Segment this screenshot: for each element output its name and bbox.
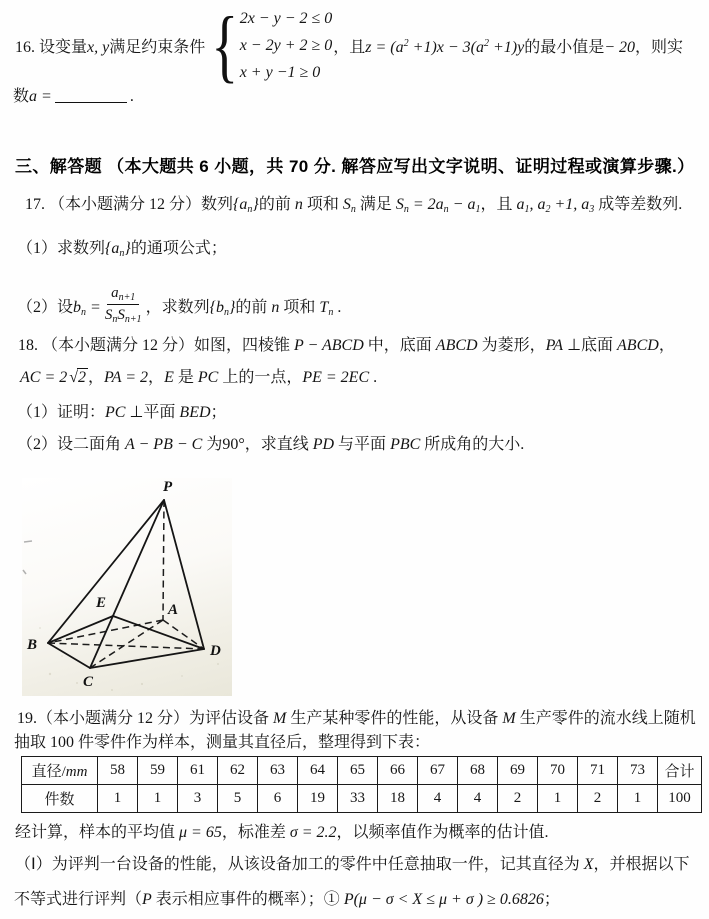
problem-19-line5 — [14, 889, 560, 911]
problem-17-line1 — [25, 194, 682, 216]
constraint-2: x − 2y + 2 ≥ 0 — [239, 36, 333, 54]
text-segment: $\{b_n\}$ — [209, 298, 236, 318]
fraction-denominator: $S_nS_{n+1}$ — [104, 306, 142, 325]
table-cell: 1 — [618, 785, 658, 813]
table-cell: 58 — [98, 757, 138, 785]
table-cell: 33 — [338, 785, 378, 813]
table-cell: 68 — [458, 757, 498, 785]
text-segment: ； — [543, 891, 560, 908]
text-segment: 所成角的大小. — [420, 436, 525, 453]
text-segment: $z = (a^2 +1)x - 3(a^2 +1)y$ — [365, 37, 525, 56]
text-segment: AC = 2 — [20, 369, 68, 386]
diameter-label-text: 直径/ — [31, 764, 66, 780]
text-segment: $S_n$ — [342, 196, 356, 215]
text-segment: 是 — [173, 369, 198, 386]
text-segment: x, y — [87, 38, 110, 56]
problem-19-line3 — [15, 822, 549, 844]
text-segment: BED — [179, 404, 211, 421]
table-cell: 100 — [658, 785, 702, 813]
text-segment: PE = 2EC — [302, 369, 370, 386]
text-segment: PA = 2 — [104, 369, 149, 386]
text-segment: PC — [105, 404, 126, 421]
problem-16-line1 — [15, 0, 684, 91]
text-segment: 18. （本小题满分 12 分）如图，四棱锥 — [18, 337, 295, 354]
text-segment: 满足 — [355, 196, 396, 213]
text-segment: n — [294, 196, 303, 213]
table-cell: 64 — [298, 757, 338, 785]
label-B: B — [27, 637, 38, 653]
part2-prefix — [17, 294, 101, 317]
hidden-edges — [48, 500, 204, 668]
text-segment: ，且 — [480, 196, 517, 213]
scan-speckles — [39, 627, 219, 691]
constraint-equations — [240, 5, 333, 86]
problem-16-prefix — [15, 34, 205, 57]
table-cell: 67 — [418, 757, 458, 785]
edge-CD — [90, 649, 204, 668]
table-row-counts — [22, 785, 702, 813]
text-segment: $b_n$ = — [73, 298, 101, 318]
table-cell: 62 — [218, 757, 258, 785]
text-segment: ABCD — [435, 337, 478, 354]
text-segment: 满足约束条件 — [109, 38, 206, 56]
text-segment: $a_1$, $a_2 +1$, $a_3$ — [516, 196, 595, 215]
label-D: D — [210, 643, 221, 659]
text-segment: √ — [69, 369, 79, 386]
text-segment: 2 — [78, 369, 87, 386]
text-segment: ⊥平面 — [125, 404, 180, 421]
text-segment: （2）设二面角 — [17, 436, 126, 453]
text-segment: （Ⅰ）为评判一台设备的性能，从该设备加工的零件中任意抽取一件，记其直径为 — [15, 856, 584, 873]
table-cell: 59 — [138, 757, 178, 785]
text-segment: （2）设 — [17, 298, 74, 316]
problem-19-line2 — [14, 732, 430, 753]
text-segment: ，并根据以下 — [593, 856, 690, 873]
text-segment: 为菱形， — [477, 337, 546, 354]
text-segment: 的通项公式； — [130, 240, 227, 257]
text-segment: PC — [197, 369, 219, 386]
text-segment: PA — [545, 337, 564, 354]
text-segment: σ = 2.2 — [289, 824, 337, 841]
edge-PD — [164, 500, 204, 649]
table-cell: 合计 — [658, 757, 702, 785]
label-E: E — [96, 595, 107, 611]
pyramid-svg — [22, 478, 232, 696]
constraint-1: 2x − y − 2 ≤ 0 — [239, 9, 333, 27]
table-cell: 63 — [258, 757, 298, 785]
vertex-labels — [26, 479, 221, 690]
table-cell: 4 — [418, 785, 458, 813]
problem-17-part2 — [17, 281, 341, 329]
table-cell: 2 — [578, 785, 618, 813]
section-header: 三、解答题 （本大题共 6 小题，共 70 分. 解答应写出文字说明、证明过程或演算步骤.） — [15, 157, 695, 176]
table-cell: 1 — [538, 785, 578, 813]
label-P: P — [163, 479, 173, 495]
part2-suffix — [146, 294, 342, 317]
text-segment: $\{a_n\}$ — [105, 240, 131, 259]
table-cell: 73 — [618, 757, 658, 785]
text-segment: PBC — [390, 436, 421, 453]
problem-19-line4 — [15, 854, 690, 876]
text-segment: 上的一点， — [218, 369, 303, 386]
problem-18-line1 — [18, 335, 675, 357]
problem-18-part2 — [17, 434, 524, 456]
text-segment: ， — [658, 337, 675, 354]
table-cell: 66 — [378, 757, 418, 785]
table-cell: 70 — [538, 757, 578, 785]
constraint-system — [206, 0, 333, 91]
text-segment: ⊥底面 — [563, 337, 618, 354]
fraction-numerator: $a_{n+1}$ — [107, 284, 139, 305]
table-cell: 1 — [138, 785, 178, 813]
visible-edges — [48, 500, 204, 668]
table-cell: 3 — [178, 785, 218, 813]
text-segment: 17. （本小题满分 12 分）数列 — [25, 196, 234, 213]
text-segment: ，求数列 — [145, 298, 210, 316]
problem-19-line1 — [17, 708, 696, 729]
text-segment: （1）求数列 — [17, 240, 106, 257]
edge-BD — [48, 643, 204, 649]
answer-blank — [55, 88, 127, 103]
text-segment: $\{a_n\}$ — [233, 196, 259, 215]
text-segment: 抽取 100 件零件作为样本，测量其直径后，整理得到下表： — [14, 734, 431, 751]
text-segment: ，以频率值作为概率的估计值. — [336, 824, 549, 841]
scan-artifacts — [23, 541, 32, 574]
edge-PB — [48, 500, 164, 643]
text-segment: $S_n = 2a_n - a_1$ — [395, 196, 481, 215]
text-segment: 经计算，样本的平均值 — [15, 824, 180, 841]
text-segment: ； — [210, 404, 227, 421]
text-segment: ，则实 — [635, 38, 684, 56]
table-cell: 1 — [98, 785, 138, 813]
table-cell-count-label: 件数 — [22, 785, 98, 813]
text-segment: 不等式进行评判（ — [14, 891, 143, 908]
text-segment: E — [164, 369, 174, 386]
text-segment: （1）证明： — [17, 404, 106, 421]
text-segment: P − ABCD — [294, 337, 364, 354]
text-segment: 中，底面 — [363, 337, 436, 354]
text-segment: 数 — [13, 88, 30, 105]
text-segment: 表示相应事件的概率）；① — [151, 891, 344, 908]
table-cell: 71 — [578, 757, 618, 785]
text-segment: 生产某种零件的性能，从设备 — [286, 710, 503, 727]
text-segment: a = — [29, 88, 52, 105]
edge-PA — [163, 500, 164, 620]
period: . — [129, 88, 134, 105]
table-row-diameters — [22, 757, 702, 785]
problem-18-part1 — [17, 402, 227, 424]
table-cell: 18 — [378, 785, 418, 813]
parts-table — [21, 756, 702, 813]
text-segment: 19.（本小题满分 12 分）为评估设备 — [17, 710, 274, 727]
text-segment: 与平面 — [334, 436, 391, 453]
fraction — [105, 284, 142, 325]
text-segment: M — [502, 710, 516, 727]
text-segment: P(μ − σ < X ≤ μ + σ ) ≥ 0.6826 — [343, 891, 544, 908]
text-segment: X — [583, 856, 594, 873]
text-segment: A − PB − C — [125, 436, 203, 453]
text-segment: ， — [148, 369, 165, 386]
problem-18-line2 — [20, 367, 377, 389]
text-segment: ， — [88, 369, 105, 386]
text-segment: 的前 — [258, 196, 295, 213]
problem-16-suffix — [333, 34, 683, 57]
text-segment: ，且 — [333, 38, 366, 56]
text-segment: . — [333, 298, 342, 316]
diameter-unit: mm — [65, 764, 88, 780]
constraint-3: x + y −1 ≥ 0 — [239, 63, 321, 81]
text-segment: 为90°，求直线 — [202, 436, 313, 453]
table-cell: 19 — [298, 785, 338, 813]
table-cell: 2 — [498, 785, 538, 813]
text-segment: PD — [312, 436, 335, 453]
table-cell: 5 — [218, 785, 258, 813]
answer-prefix — [13, 88, 52, 105]
text-segment: 项和 — [279, 298, 320, 316]
text-segment: 项和 — [302, 196, 343, 213]
text-segment: − 20 — [604, 38, 636, 56]
text-segment: 成等差数列. — [594, 196, 683, 213]
label-A: A — [168, 602, 179, 618]
table-cell: 61 — [178, 757, 218, 785]
table-cell: 65 — [338, 757, 378, 785]
table-cell: 4 — [458, 785, 498, 813]
problem-16-line2 — [13, 86, 134, 108]
text-segment: . — [369, 369, 378, 386]
problem-17-part1 — [17, 238, 227, 260]
text-segment: 生产零件的流水线上随机 — [515, 710, 696, 727]
text-segment: P — [142, 891, 152, 908]
text-segment: 16. 设变量 — [15, 38, 88, 56]
table-cell: 69 — [498, 757, 538, 785]
text-segment: ABCD — [617, 337, 659, 354]
table-cell: 6 — [258, 785, 298, 813]
pyramid-figure — [22, 478, 232, 696]
edge-PC — [90, 500, 164, 668]
text-segment: $T_n$ — [319, 298, 334, 318]
text-segment: M — [273, 710, 287, 727]
table-cell-diameter-label — [22, 757, 98, 785]
left-brace: { — [211, 0, 239, 91]
text-segment: 的前 — [235, 298, 272, 316]
label-C: C — [83, 674, 94, 690]
text-segment: ，标准差 — [221, 824, 290, 841]
edge-BC — [48, 643, 90, 668]
text-segment: 的最小值是 — [524, 38, 605, 56]
text-segment: μ = 65 — [179, 824, 222, 841]
text-segment: n — [271, 298, 280, 316]
